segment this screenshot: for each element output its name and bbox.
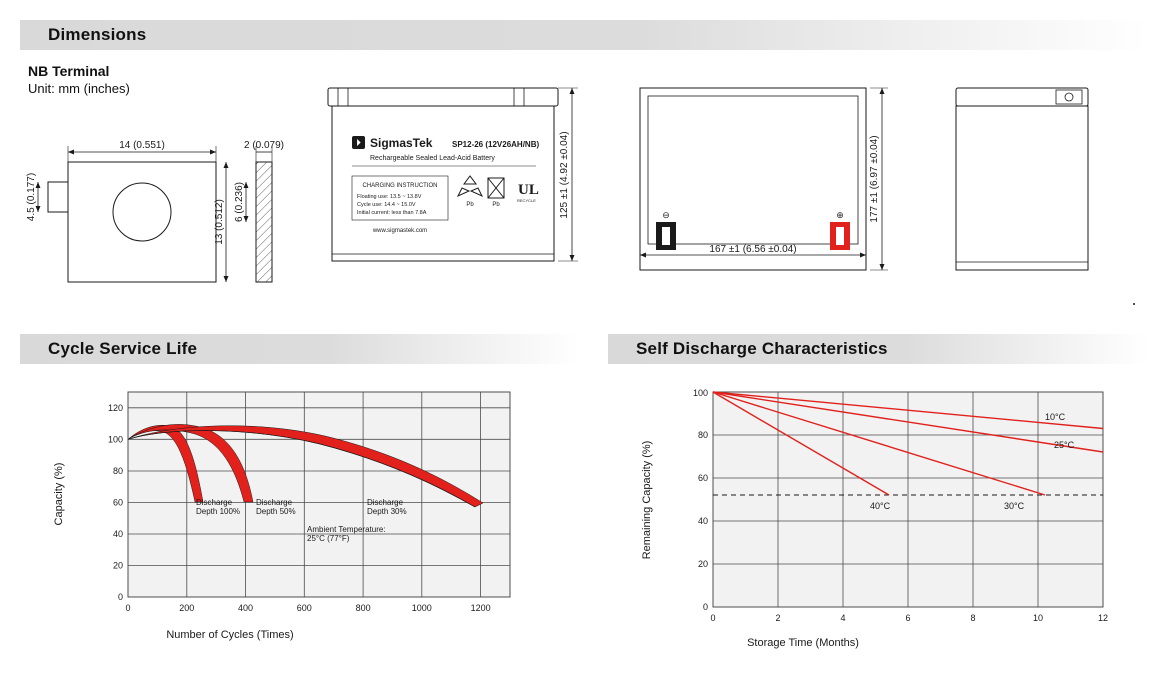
charging-line-3: Initial current: less than 7.8A [357,210,427,216]
self-discharge-section-header [608,334,1148,364]
svg-text:4: 4 [840,613,846,623]
unit-label: Unit: mm (inches) [28,81,130,96]
battery-top-height-label: 177 ±1 (6.97 ±0.04) [869,135,880,223]
battery-front-height-label: 125 ±1 (4.92 ±0.04) [559,131,570,219]
cycle-ambient-line2: 25°C (77°F) [307,534,350,543]
svg-text:Pb: Pb [466,202,474,208]
terminal-side-height-label: 6 (0.236) [234,181,245,223]
svg-text:12: 12 [1097,613,1109,623]
battery-model: SP12-26 (12V26AH/NB) [452,140,540,149]
label-40c: 40°C [870,501,891,511]
svg-text:0: 0 [125,603,131,613]
terminal-drawing [20,120,310,290]
negative-terminal-symbol: ⊖ [662,210,670,220]
label-10c: 10°C [1045,412,1066,422]
svg-text:40: 40 [112,529,123,539]
svg-text:40: 40 [697,516,708,526]
cycle-annotation-1-line1: Discharge [196,498,233,507]
svg-text:0: 0 [702,602,708,612]
cycle-section-header [20,334,580,364]
terminal-right-height-label: 13 (0.512) [214,199,225,245]
battery-front-view [318,80,588,280]
cycle-title: Cycle Service Life [48,339,198,358]
svg-text:200: 200 [179,603,195,613]
dimensions-section-header [20,20,1148,50]
cycle-annotation-2-line2: Depth 50% [256,507,296,516]
svg-text:Pb: Pb [492,202,500,208]
label-25c: 25°C [1054,440,1075,450]
battery-brand: SigmasTek [370,136,433,150]
label-30c: 30°C [1004,501,1025,511]
svg-text:20: 20 [697,559,708,569]
svg-text:10: 10 [1032,613,1044,623]
positive-terminal-symbol: ⊕ [836,210,844,220]
battery-top-width-label: 167 ±1 (6.56 ±0.04) [709,244,797,255]
nb-terminal-subtitle: NB Terminal [28,63,110,79]
svg-text:1000: 1000 [411,603,432,613]
terminal-left-height-label: 4.5 (0.177) [26,172,37,222]
cycle-xlabel: Number of Cycles (Times) [166,629,294,641]
charging-line-1: Floating use: 13.5 ~ 13.8V [357,194,422,200]
svg-text:60: 60 [112,497,123,508]
svg-text:1200: 1200 [470,603,491,613]
svg-text:80: 80 [697,430,708,440]
battery-website: www.sigmastek.com [372,228,428,234]
svg-text:20: 20 [112,560,123,571]
battery-top-view [630,80,900,280]
svg-text:80: 80 [112,466,123,476]
cycle-ambient-line1: Ambient Temperature: [307,525,386,534]
svg-text:6: 6 [905,613,911,623]
self-discharge-xlabel: Storage Time (Months) [747,637,859,649]
svg-text:UL: UL [518,182,539,198]
self-discharge-title: Self Discharge Characteristics [636,339,888,358]
svg-text:800: 800 [355,603,371,613]
svg-text:60: 60 [697,473,708,483]
svg-text:RECYCLE: RECYCLE [517,198,536,203]
cycle-ylabel: Capacity (%) [53,462,65,526]
ul-icon [517,182,539,203]
terminal-side-width-label: 2 (0.079) [243,140,285,151]
svg-text:100: 100 [107,434,123,445]
battery-side-view [940,80,1120,280]
cycle-annotation-1-line2: Depth 100% [196,507,241,516]
terminal-top-width-label: 14 (0.551) [119,140,165,151]
svg-text:100: 100 [692,388,708,398]
svg-text:8: 8 [970,613,976,623]
cycle-annotation-2-line1: Discharge [256,498,293,507]
charging-line-2: Cycle use: 14.4 ~ 15.0V [357,202,416,208]
cycle-annotation-3-line1: Discharge [367,498,404,507]
dimensions-title: Dimensions [48,25,147,44]
svg-text:120: 120 [107,402,123,413]
svg-text:2: 2 [775,613,781,623]
self-discharge-ylabel: Remaining Capacity (%) [641,440,653,560]
svg-text:400: 400 [237,603,254,613]
cycle-service-life-chart [20,372,580,657]
battery-type: Rechargeable Sealed Lead-Acid Battery [370,155,495,162]
svg-text:600: 600 [296,603,312,613]
self-discharge-chart [608,372,1148,657]
svg-text:0: 0 [710,613,716,623]
svg-text:⏵: ⏵ [356,138,361,149]
charging-instruction-title: CHARGING INSTRUCTION [362,183,438,189]
stray-dot [1133,303,1135,305]
cycle-annotation-3-line2: Depth 30% [367,507,407,516]
svg-text:0: 0 [117,592,123,602]
